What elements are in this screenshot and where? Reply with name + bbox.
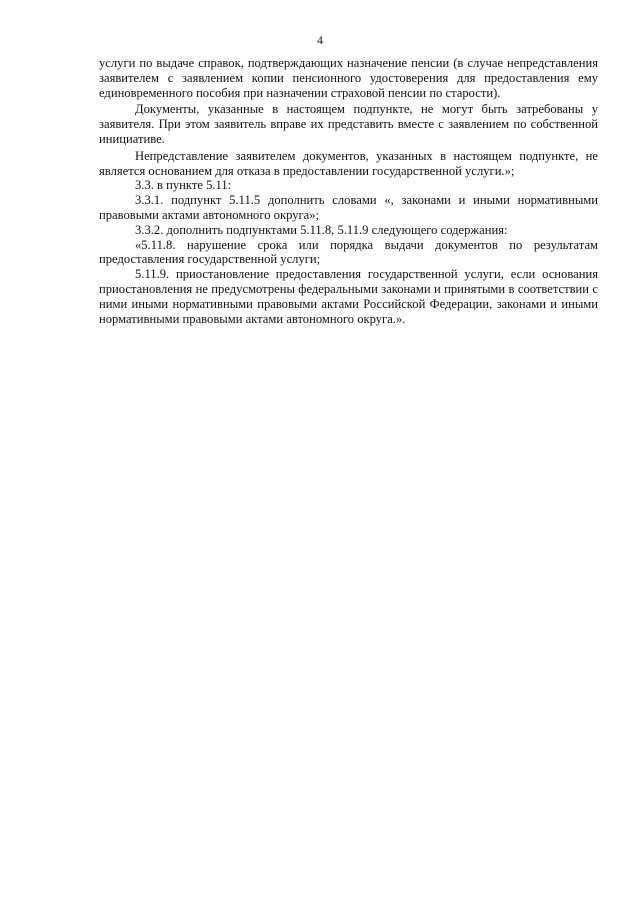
paragraph-non-submission: Непредставление заявителем документов, указанных в настоящем подпункте, не является основанием для отказа в предоставлении государственной услуги.»; <box>99 148 598 178</box>
paragraph-item-3-3-1: 3.3.1. подпункт 5.11.5 дополнить словами «, законами и иными нормативными правовыми актами автономного округа»; <box>99 193 598 222</box>
paragraph-documents-not-required: Документы, указанные в настоящем подпункте, не могут быть затребованы у заявителя. При этом заявитель вправе их представить вместе с заявлением по собственной инициативе. <box>99 102 598 146</box>
page-number: 4 <box>317 33 323 47</box>
paragraph-item-5-11-8: «5.11.8. нарушение срока или порядка выдачи документов по результатам предоставления государственной услуги; <box>99 237 598 267</box>
paragraph-item-3-3: 3.3. в пункте 5.11: <box>135 178 232 193</box>
paragraph-pension-certificates: услуги по выдаче справок, подтверждающих назначение пенсии (в случае непредставления заявителем с заявлением копии пенсионного удостоверения для предоставления ему единовременного пособия при назначении страховой пенсии по старости). <box>99 56 598 100</box>
paragraph-item-5-11-9: 5.11.9. приостановление предоставления государственной услуги, если основания приостановления не предусмотрены федеральными законами и принятыми в соответствии с ними иными нормативными правовыми актами Российской Федерации, законами и иными нормативными правовыми актами автономного округа.». <box>99 267 598 326</box>
paragraph-item-3-3-2: 3.3.2. дополнить подпунктами 5.11.8, 5.11.9 следующего содержания: <box>135 222 508 237</box>
document-body <box>99 56 598 326</box>
